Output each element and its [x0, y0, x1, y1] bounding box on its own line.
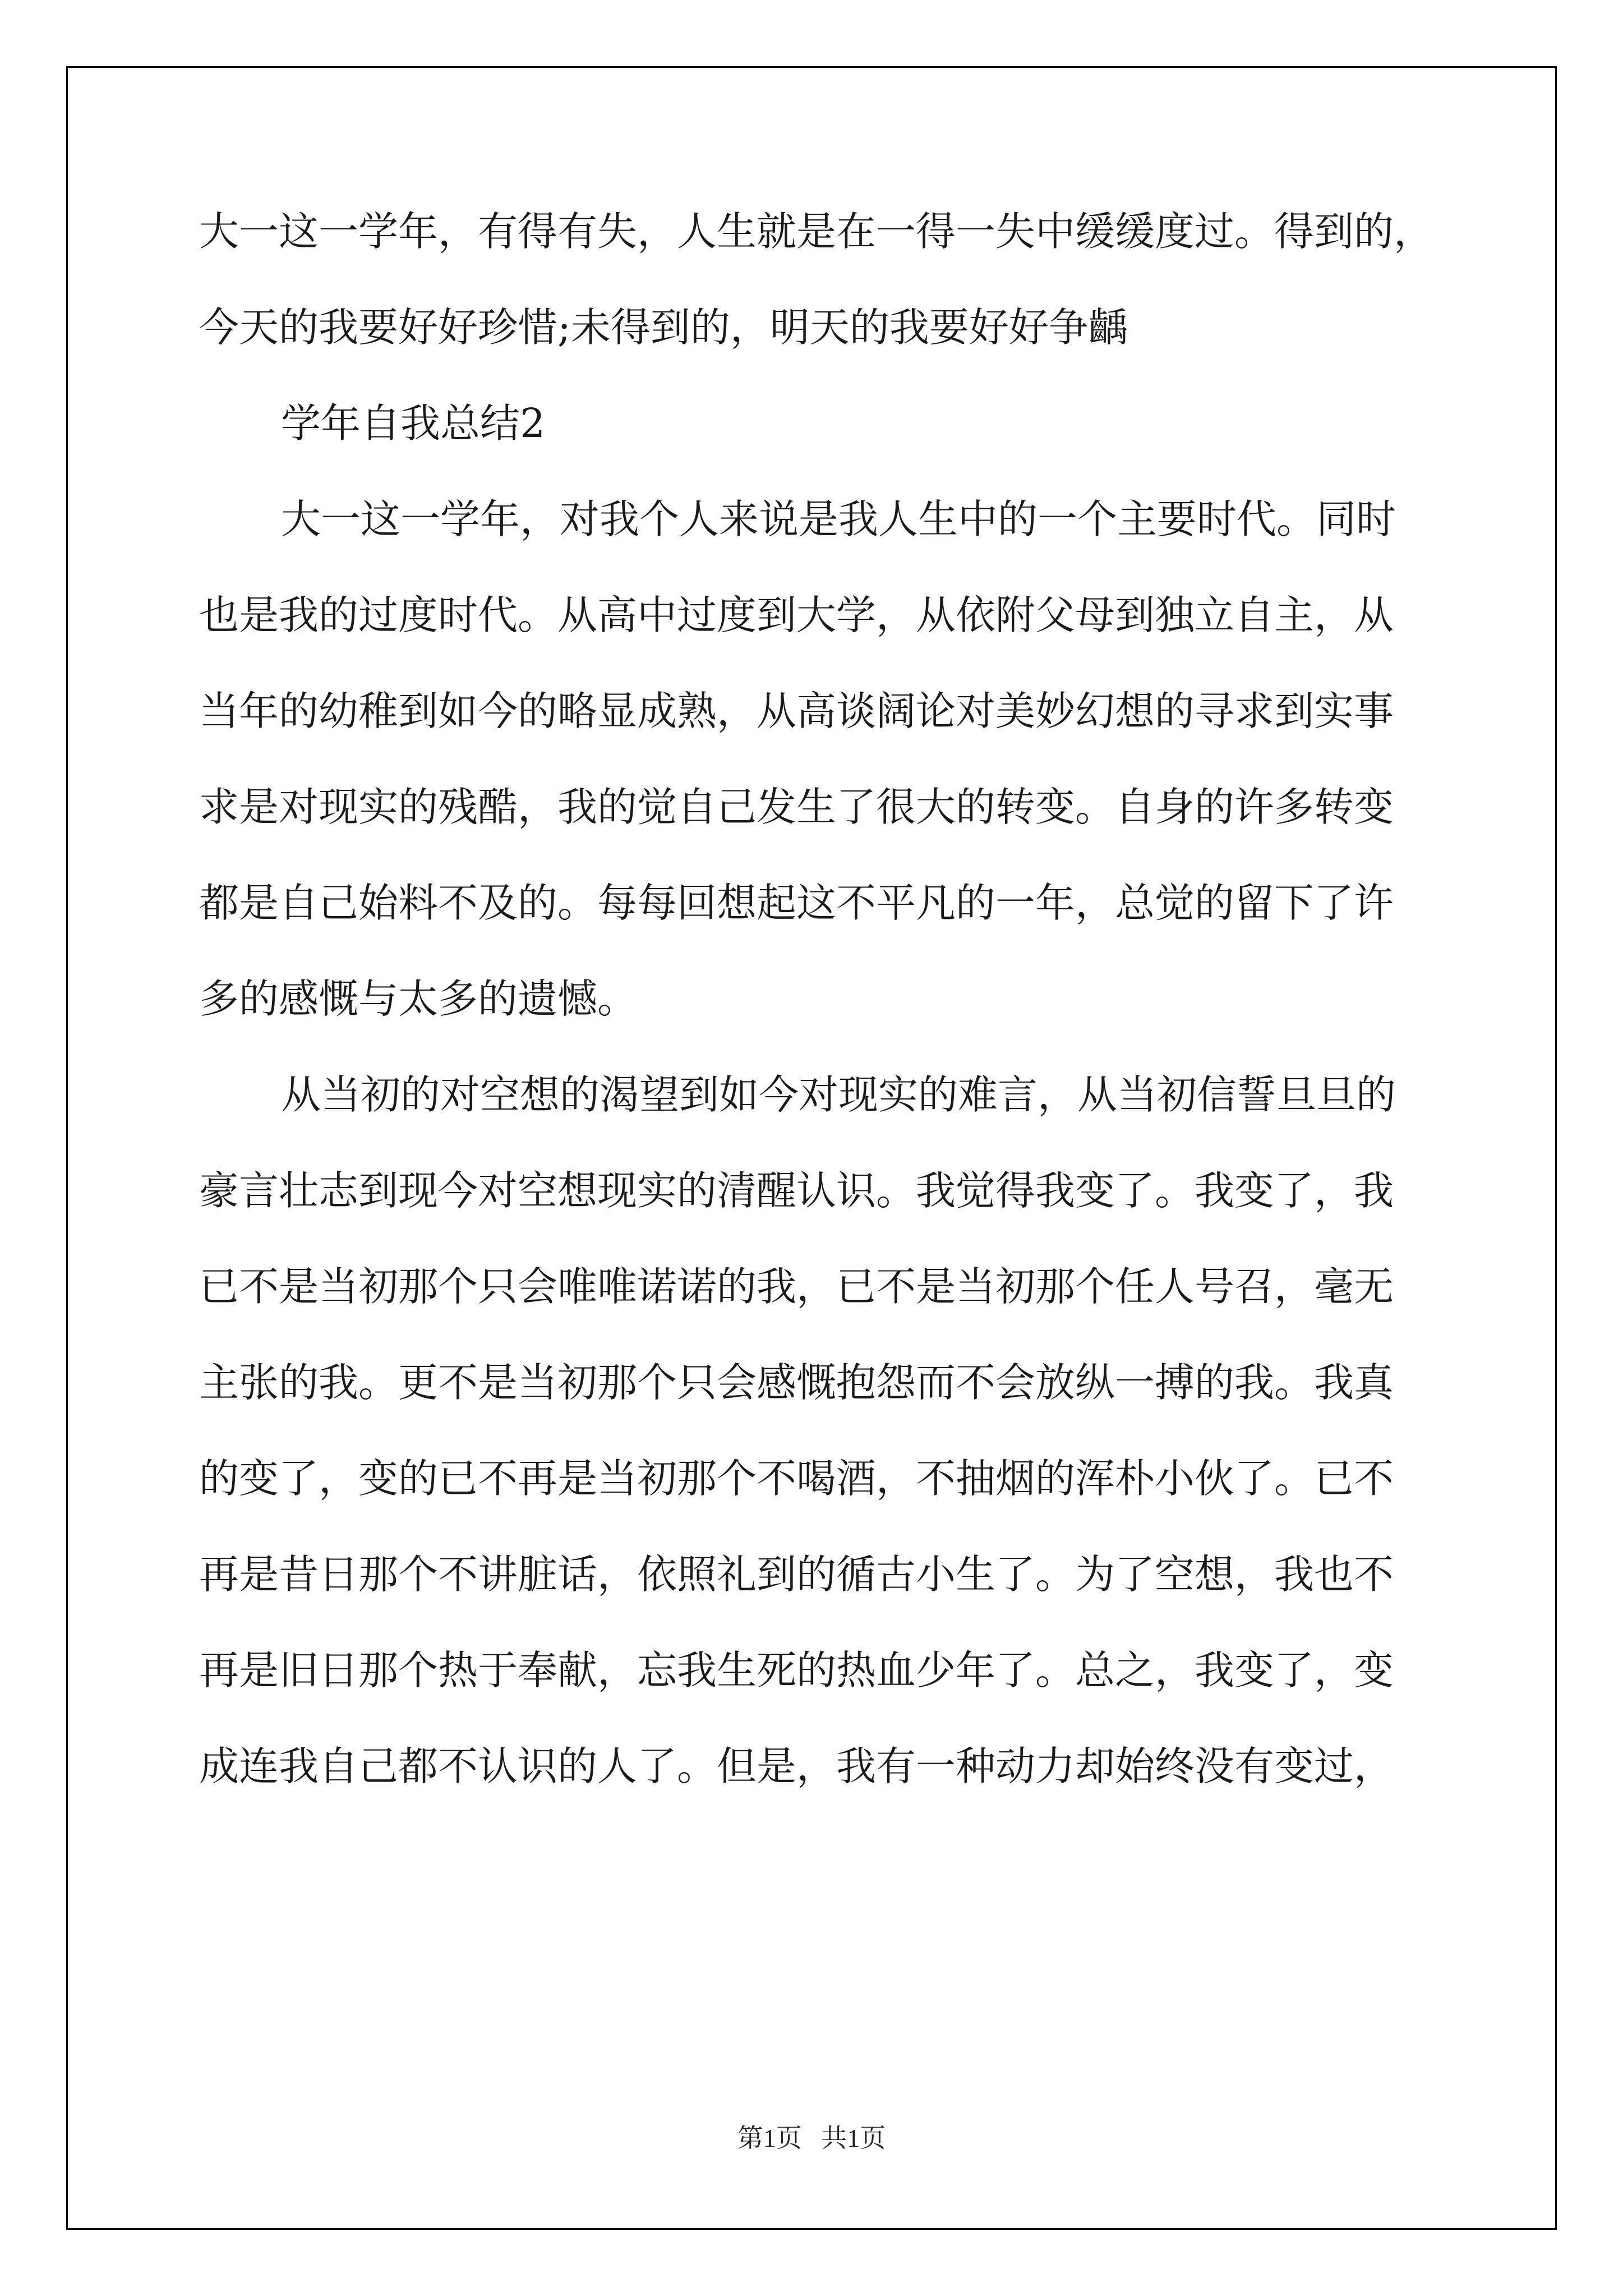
text-line: 再是昔日那个不讲脏话，依照礼到的循古小生了。为了空想，我也不 [199, 1551, 1394, 1598]
text-line: 豪言壮志到现今对空想现实的清醒认识。我觉得我变了。我变了，我 [199, 1167, 1394, 1214]
page-total: 共1页 [821, 2124, 886, 2152]
text-line: 从当初的对空想的渴望到如今对现实的难言，从当初信誓旦旦的 [281, 1071, 1396, 1118]
section-heading: 学年自我总结2 [281, 400, 546, 447]
text-line: 大一这一学年，对我个人来说是我人生中的一个主要时代。同时 [281, 496, 1396, 542]
text-line: 都是自己始料不及的。每每回想起这不平凡的一年，总觉的留下了许 [199, 880, 1394, 926]
text-line: 成连我自己都不认识的人了。但是，我有一种动力却始终没有变过， [199, 1743, 1394, 1789]
text-line: 当年的幼稚到如今的略显成熟，从高谈阔论对美妙幻想的寻求到实事 [199, 688, 1394, 734]
text-line: 今天的我要好好珍惜;未得到的，明天的我要好好争齲 [199, 304, 1128, 351]
text-line: 多的感慨与太多的遗憾。 [199, 976, 638, 1022]
text-line: 再是旧日那个热于奉献，忘我生死的热血少年了。总之，我变了，变 [199, 1647, 1394, 1694]
text-line: 主张的我。更不是当初那个只会感慨抱怨而不会放纵一搏的我。我真 [199, 1359, 1394, 1406]
text-line: 已不是当初那个只会唯唯诺诺的我，已不是当初那个任人号召，毫无 [199, 1263, 1394, 1310]
text-line: 求是对现实的残酷，我的觉自己发生了很大的转变。自身的许多转变 [199, 784, 1394, 830]
text-line: 也是我的过度时代。从高中过度到大学，从依附父母到独立自主，从 [199, 592, 1394, 638]
footer-spacer [802, 2124, 822, 2152]
document-body [199, 201, 1434, 1832]
text-line: 大一这一学年，有得有失，人生就是在一得一失中缓缓度过。得到的， [199, 208, 1434, 255]
text-line: 的变了，变的已不再是当初那个不喝酒，不抽烟的浑朴小伙了。已不 [199, 1455, 1394, 1502]
page-number: 第1页 [737, 2124, 802, 2152]
page-footer [0, 2118, 1623, 2155]
